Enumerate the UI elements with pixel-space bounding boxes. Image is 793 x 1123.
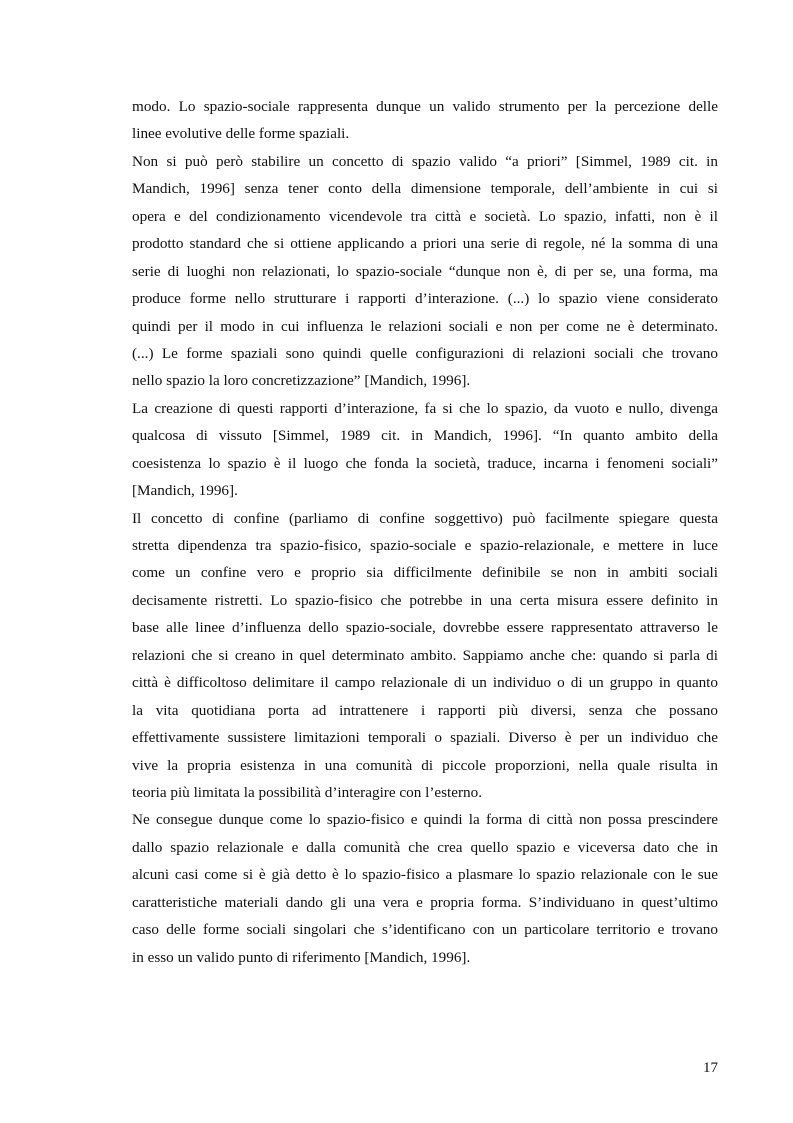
text-line: La creazione di questi rapporti d’interazione, fa si che lo spazio, da vuoto e nullo, divenga <box>132 399 718 417</box>
text-line: [Mandich, 1996]. <box>132 482 238 500</box>
text-line: opera e del condizionamento vicendevole tra città e società. Lo spazio, infatti, non è il <box>132 207 718 225</box>
text-line: serie di luoghi non relazionati, lo spazio-sociale “dunque non è, di per se, una forma, ma <box>132 262 718 280</box>
text-line: caso delle forme sociali singolari che s’identificano con un particolare territorio e trovano <box>132 921 718 939</box>
text-line: teoria più limitata la possibilità d’interagire con l’esterno. <box>132 783 483 801</box>
text-line: modo. Lo spazio-sociale rappresenta dunque un valido strumento per la percezione delle <box>132 98 718 115</box>
text-line: la vita quotidiana porta ad intrattenere i rapporti più diversi, senza che possano <box>132 701 718 719</box>
text-line: prodotto standard che si ottiene applicando a priori una serie di regole, né la somma di una <box>132 235 718 253</box>
text-line: città è difficoltoso delimitare il campo relazionale di un individuo o di un gruppo in quanto <box>132 674 718 692</box>
text-line: produce forme nello strutturare i rapporti d’interazione. (...) lo spazio viene considerato <box>132 290 718 308</box>
text-line: effettivamente sussistere limitazioni temporali o spaziali. Diverso è per un individuo che <box>132 729 718 747</box>
text-line: stretta dipendenza tra spazio-fisico, spazio-sociale e spazio-relazionale, e mettere in luce <box>132 537 718 554</box>
text-line: coesistenza lo spazio è il luogo che fonda la società, traduce, incarna i fenomeni sociali” <box>132 454 718 472</box>
text-line: Mandich, 1996] senza tener conto della dimensione temporale, dell’ambiente in cui si <box>132 180 718 198</box>
text-line: quindi per il modo in cui influenza le relazioni sociali e non per come ne è determinato. <box>132 317 718 335</box>
text-line: (...) Le forme spaziali sono quindi quelle configurazioni di relazioni sociali che trovano <box>132 344 718 362</box>
text-line: Il concetto di confine (parliamo di confine soggettivo) può facilmente spiegare questa <box>132 509 718 527</box>
text-line: qualcosa di vissuto [Simmel, 1989 cit. in Mandich, 1996]. “In quanto ambito della <box>132 427 718 445</box>
text-line: dallo spazio relazionale e dalla comunità che crea quello spazio e viceversa dato che in <box>132 838 718 856</box>
text-line: come un confine vero e proprio sia difficilmente definibile se non in ambiti sociali <box>132 564 718 582</box>
body-text <box>132 93 718 971</box>
text-line: relazioni che si creano in quel determinato ambito. Sappiamo anche che: quando si parla di <box>132 646 718 664</box>
text-line: decisamente ristretti. Lo spazio-fisico che potrebbe in una certa misura essere definito in <box>132 591 718 609</box>
text-line: base alle linee d’influenza dello spazio-sociale, dovrebbe essere rappresentato attraverso le <box>132 619 718 637</box>
page-number: 17 <box>703 1060 718 1076</box>
text-line: linee evolutive delle forme spaziali. <box>132 125 350 143</box>
text-line: nello spazio la loro concretizzazione” [Mandich, 1996]. <box>132 372 471 390</box>
text-line: alcuni casi come si è già detto è lo spazio-fisico a plasmare lo spazio relazionale con le sue <box>132 866 718 884</box>
text-line: vive la propria esistenza in una comunità di piccole proporzioni, nella quale risulta in <box>132 756 718 774</box>
text-line: Ne consegue dunque come lo spazio-fisico e quindi la forma di città non possa prescindere <box>132 811 718 829</box>
text-line: Non si può però stabilire un concetto di spazio valido “a priori” [Simmel, 1989 cit. in <box>132 152 718 170</box>
text-line: caratteristiche materiali dando gli una vera e propria forma. S’individuano in quest’ultimo <box>132 893 718 911</box>
text-line: in esso un valido punto di riferimento [Mandich, 1996]. <box>132 948 471 966</box>
